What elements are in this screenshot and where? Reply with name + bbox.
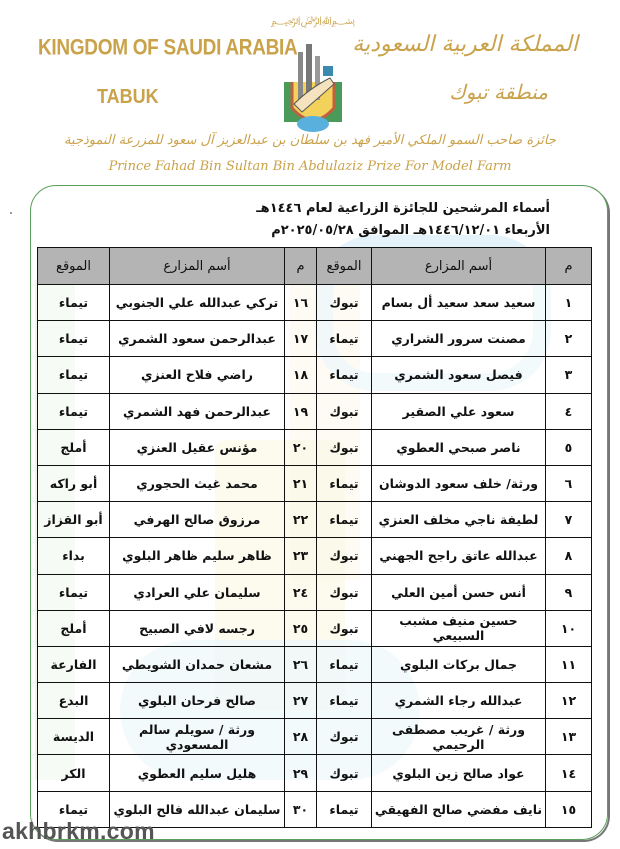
row-num: ٣٠ [285, 791, 317, 827]
scan-speck [10, 212, 12, 214]
row-num: ٢٩ [285, 755, 317, 791]
farmer-name: راضي فلاح العنزي [110, 357, 285, 393]
logo-tower [298, 52, 303, 100]
farm-location: البدع [38, 683, 110, 719]
row-num: ١٧ [285, 321, 317, 357]
farm-location: تيماء [317, 357, 372, 393]
farmer-name: سعود علي الصقير [372, 393, 546, 429]
region-name-en: TABUK [97, 84, 159, 108]
farm-location: أملج [38, 429, 110, 465]
farm-location: تبوك [317, 429, 372, 465]
farmer-name: فيصل سعود الشمري [372, 357, 546, 393]
logo-cloud [297, 116, 329, 132]
row-num: ٨ [546, 538, 592, 574]
candidates-table [37, 247, 592, 828]
country-name-en: KINGDOM OF SAUDI ARABIA [38, 36, 298, 61]
farmer-name: ورثة / غريب مصطفى الرحيمي [372, 719, 546, 755]
table-row [38, 538, 592, 574]
farmer-name: مؤنس عقيل العنزي [110, 429, 285, 465]
table-row [38, 646, 592, 682]
header-farmer-name: أسم المزارع [110, 248, 285, 285]
farmer-name: عبدالرحمن سعود الشمري [110, 321, 285, 357]
farmer-name: مرزوق صالح الهرفي [110, 502, 285, 538]
row-num: ٢٦ [285, 646, 317, 682]
row-num: ٧ [546, 502, 592, 538]
farm-location: تيماء [317, 683, 372, 719]
farmer-name: عواد صالح زين البلوي [372, 755, 546, 791]
table-row [38, 574, 592, 610]
row-num: ٣ [546, 357, 592, 393]
table-row [38, 719, 592, 755]
farm-location: تيماء [317, 502, 372, 538]
farmer-name: رجسه لافي الصبيح [110, 610, 285, 646]
row-num: ١٤ [546, 755, 592, 791]
farmer-name: سليمان عبدالله فالح البلوي [110, 791, 285, 827]
farmer-name: أنس حسن أمين العلي [372, 574, 546, 610]
farmer-name: صالح فرحان البلوي [110, 683, 285, 719]
header-farmer-name: أسم المزارع [372, 248, 546, 285]
row-num: ٢٠ [285, 429, 317, 465]
farm-location: تيماء [317, 791, 372, 827]
farm-location: أبو القزاز [38, 502, 110, 538]
row-num: ١٢ [546, 683, 592, 719]
row-num: ٢٨ [285, 719, 317, 755]
basmala-icon: ﷽ [270, 14, 356, 27]
farmer-name: ناصر صبحي العطوي [372, 429, 546, 465]
farm-location: تبوك [317, 393, 372, 429]
row-num: ٢٢ [285, 502, 317, 538]
row-num: ٢٣ [285, 538, 317, 574]
farm-location: أملج [38, 610, 110, 646]
prize-logo-icon [270, 8, 356, 140]
farmer-name: مصنت سرور الشراري [372, 321, 546, 357]
row-num: ٥ [546, 429, 592, 465]
table-row [38, 465, 592, 501]
farm-location: الديسة [38, 719, 110, 755]
table-row [38, 393, 592, 429]
row-num: ٢٥ [285, 610, 317, 646]
farmer-name: لطيفة ناجي مخلف العنزي [372, 502, 546, 538]
row-num: ١٦ [285, 285, 317, 321]
farm-location: تيماء [38, 393, 110, 429]
farmer-name: تركي عبدالله علي الجنوبي [110, 285, 285, 321]
table-body [38, 285, 592, 828]
document-title: أسماء المرشحين للجائزة الزراعية لعام ١٤٤٦هـ [256, 201, 550, 216]
row-num: ١ [546, 285, 592, 321]
farm-location: تيماء [317, 646, 372, 682]
farm-location: الفارعة [38, 646, 110, 682]
table-row [38, 755, 592, 791]
table-row [38, 502, 592, 538]
header-location: الموقع [317, 248, 372, 285]
header-location: الموقع [38, 248, 110, 285]
farmer-name: ورثة / سويلم سالم المسعودي [110, 719, 285, 755]
row-num: ٢٧ [285, 683, 317, 719]
prize-name-en: Prince Fahad Bin Sultan Bin Abdulaziz Prize For Model Farm [108, 159, 512, 174]
farm-location: تبوك [317, 285, 372, 321]
farm-location: تيماء [317, 465, 372, 501]
row-num: ٤ [546, 393, 592, 429]
farm-location: بداء [38, 538, 110, 574]
row-num: ٦ [546, 465, 592, 501]
farmer-name: عبدالله عاتق راجح الجهني [372, 538, 546, 574]
farmer-name: حسين منيف مشبب السبيعي [372, 610, 546, 646]
site-watermark: akhbrkm.com [2, 818, 155, 844]
prize-name-ar: جائزة صاحب السمو الملكي الأمير فهد بن سلطان بن عبدالعزيز آل سعود للمزرعة النموذجية [64, 133, 556, 148]
farm-location: تبوك [317, 538, 372, 574]
row-num: ١٨ [285, 357, 317, 393]
farmer-name: ظاهر سليم ظاهر البلوي [110, 538, 285, 574]
farmer-name: مشعان حمدان الشويطي [110, 646, 285, 682]
table-row [38, 610, 592, 646]
farm-location: تبوك [317, 610, 372, 646]
row-num: ٩ [546, 574, 592, 610]
farm-location: تبوك [317, 574, 372, 610]
farmer-name: نايف مفضي صالح الفهيقي [372, 791, 546, 827]
farmer-name: جمال بركات البلوي [372, 646, 546, 682]
farm-location: تيماء [38, 357, 110, 393]
farmer-name: ورثة/ خلف سعود الدوشان [372, 465, 546, 501]
country-name-ar: المملكة العربية السعودية [352, 32, 578, 57]
header-num: م [546, 248, 592, 285]
farm-location: الكر [38, 755, 110, 791]
farmer-name: عبدالله رجاء الشمري [372, 683, 546, 719]
farmer-name: عبدالرحمن فهد الشمري [110, 393, 285, 429]
farm-location: تبوك [317, 719, 372, 755]
document-date: الأربعاء ١٤٤٦/١٢/٠١هـ الموافق ٢٠٢٥/٠٥/٢٨م [271, 223, 550, 238]
farmer-name: سليمان علي العرادي [110, 574, 285, 610]
table-row [38, 285, 592, 321]
farm-location: تيماء [38, 574, 110, 610]
row-num: ١٠ [546, 610, 592, 646]
region-name-ar: منطقة تبوك [449, 80, 548, 104]
farmer-name: محمد غيث الحجوري [110, 465, 285, 501]
row-num: ١١ [546, 646, 592, 682]
farm-location: تيماء [38, 321, 110, 357]
farmer-name: هليل سليم العطوي [110, 755, 285, 791]
header-num: م [285, 248, 317, 285]
table-header-row [38, 248, 592, 285]
row-num: ١٩ [285, 393, 317, 429]
farm-location: تيماء [38, 791, 110, 827]
logo-badge [323, 66, 333, 76]
table-row [38, 683, 592, 719]
row-num: ١٥ [546, 791, 592, 827]
table-row [38, 429, 592, 465]
row-num: ٢٤ [285, 574, 317, 610]
row-num: ٢ [546, 321, 592, 357]
farmer-name: سعيد سعد سعيد أل بسام [372, 285, 546, 321]
farm-location: تيماء [317, 321, 372, 357]
row-num: ١٣ [546, 719, 592, 755]
farm-location: تبوك [317, 755, 372, 791]
table-row [38, 321, 592, 357]
farm-location: أبو راكه [38, 465, 110, 501]
row-num: ٢١ [285, 465, 317, 501]
farm-location: تيماء [38, 285, 110, 321]
table-row [38, 357, 592, 393]
